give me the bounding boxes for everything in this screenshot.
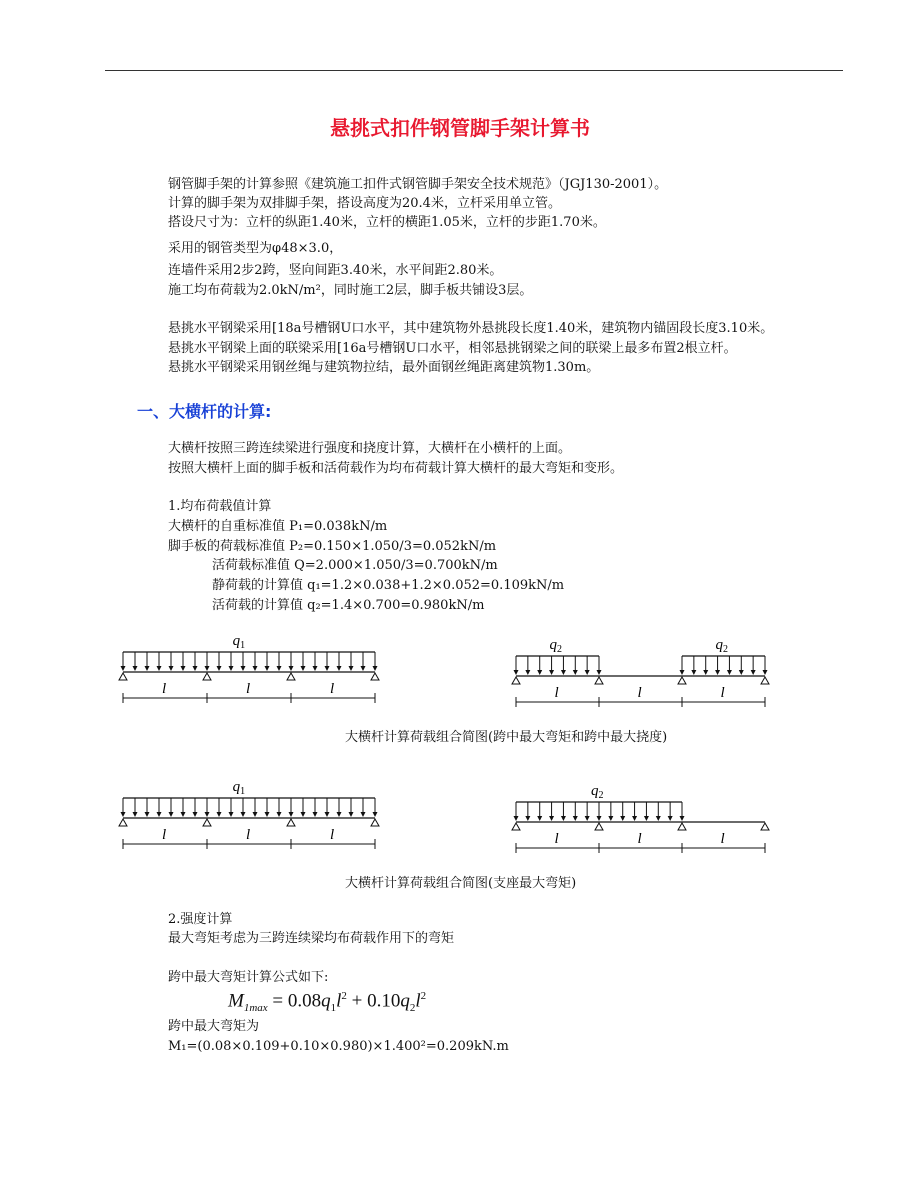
load-arrowhead xyxy=(349,812,354,817)
load-arrowhead xyxy=(193,666,198,671)
load-arrowhead xyxy=(181,666,186,671)
load-arrowhead xyxy=(656,816,661,821)
span-label: l xyxy=(554,831,559,847)
load-label: $q_1$ xyxy=(232,633,246,651)
load-arrowhead xyxy=(573,670,578,675)
strength-desc: 最大弯矩考虑为三跨连续梁均布荷载作用下的弯矩 xyxy=(168,931,455,946)
formula-q1: q xyxy=(321,990,331,1012)
load-arrowhead xyxy=(680,816,685,821)
support xyxy=(119,819,127,826)
load-arrowhead xyxy=(193,812,198,817)
load-arrowhead xyxy=(361,666,366,671)
load-arrowhead xyxy=(289,666,294,671)
load-arrowhead xyxy=(751,670,756,675)
load-arrowhead xyxy=(169,812,174,817)
load-arrowhead xyxy=(217,666,222,671)
load-arrowhead xyxy=(561,670,566,675)
load-line: 静荷载的计算值 q₁=1.2×0.038+1.2×0.052=0.109kN/m xyxy=(212,578,565,593)
load-arrowhead xyxy=(373,812,378,817)
formula-lhs-sub: 1max xyxy=(243,1002,268,1015)
support xyxy=(119,673,127,680)
support xyxy=(203,819,211,826)
load-arrowhead xyxy=(644,816,649,821)
support xyxy=(371,673,379,680)
support xyxy=(371,819,379,826)
load-arrowhead xyxy=(727,670,732,675)
load-arrowhead xyxy=(157,666,162,671)
formula-q1-sub: 1 xyxy=(330,1002,337,1015)
load-arrowhead xyxy=(549,816,554,821)
support xyxy=(595,823,603,830)
section-desc: 大横杆按照三跨连续梁进行强度和挠度计算，大横杆在小横杆的上面。 xyxy=(168,441,572,456)
load-arrowhead xyxy=(325,666,330,671)
load-arrowhead xyxy=(349,666,354,671)
load-arrowhead xyxy=(632,816,637,821)
load-arrowhead xyxy=(537,670,542,675)
load-arrowhead xyxy=(691,670,696,675)
span-label: l xyxy=(162,827,167,843)
support xyxy=(761,823,769,830)
load-arrowhead xyxy=(121,812,126,817)
support xyxy=(761,677,769,684)
load-arrowhead xyxy=(133,666,138,671)
support xyxy=(512,677,520,684)
load-arrowhead xyxy=(229,666,234,671)
load-arrowhead xyxy=(739,670,744,675)
load-line: 活荷载的计算值 q₂=1.4×0.700=0.980kN/m xyxy=(212,598,485,613)
intro-line: 钢管脚手架的计算参照《建筑施工扣件式钢管脚手架安全技术规范》（JGJ130-2001）。 xyxy=(168,177,668,192)
load-arrowhead xyxy=(265,666,270,671)
span-label: l xyxy=(246,681,251,697)
load-arrowhead xyxy=(253,812,258,817)
load-arrowhead xyxy=(217,812,222,817)
load-arrowhead xyxy=(157,812,162,817)
formula-plus: + 0.10 xyxy=(346,990,401,1012)
support xyxy=(678,677,686,684)
span-label: l xyxy=(637,831,642,847)
formula-exp: 2 xyxy=(341,990,347,1002)
load-arrowhead xyxy=(608,816,613,821)
load-arrowhead xyxy=(585,816,590,821)
load-label: $q_2$ xyxy=(715,637,728,655)
load-arrowhead xyxy=(181,812,186,817)
support xyxy=(203,673,211,680)
load-arrowhead xyxy=(597,670,602,675)
load-arrowhead xyxy=(337,666,342,671)
load-arrowhead xyxy=(325,812,330,817)
load-line: 大横杆的自重标准值 P₁=0.038kN/m xyxy=(168,519,388,534)
load-line: 活荷载标准值 Q=2.000×1.050/3=0.700kN/m xyxy=(212,558,498,573)
load-arrowhead xyxy=(205,812,210,817)
support xyxy=(678,823,686,830)
load-arrowhead xyxy=(169,666,174,671)
load-arrowhead xyxy=(253,666,258,671)
load-arrowhead xyxy=(265,812,270,817)
load-arrowhead xyxy=(525,816,530,821)
load-arrowhead xyxy=(585,670,590,675)
formula-intro: 跨中最大弯矩计算公式如下: xyxy=(168,970,329,985)
diagram-caption: 大横杆计算荷载组合简图(支座最大弯矩) xyxy=(345,876,577,891)
load-label: $q_1$ xyxy=(232,779,246,797)
span-label: l xyxy=(330,681,335,697)
intro-line: 连墙件采用2步2跨，竖向间距3.40米，水平间距2.80米。 xyxy=(168,263,503,278)
load-arrowhead xyxy=(241,666,246,671)
load-arrowhead xyxy=(549,670,554,675)
load-arrowhead xyxy=(763,670,768,675)
load-arrowhead xyxy=(205,666,210,671)
span-label: l xyxy=(720,685,725,701)
intro-line: 计算的脚手架为双排脚手架，搭设高度为20.4米，立杆采用单立管。 xyxy=(168,196,561,211)
span-label: l xyxy=(330,827,335,843)
support xyxy=(287,673,295,680)
load-arrowhead xyxy=(337,812,342,817)
load-arrowhead xyxy=(373,666,378,671)
formula-lhs: M xyxy=(228,990,244,1012)
load-arrowhead xyxy=(277,812,282,817)
load-arrowhead xyxy=(597,816,602,821)
load-arrowhead xyxy=(301,812,306,817)
beam-info-line: 悬挑水平钢梁采用钢丝绳与建筑物拉结，最外面钢丝绳距离建筑物1.30m。 xyxy=(168,360,600,375)
intro-line: 采用的钢管类型为φ48×3.0， xyxy=(168,241,343,256)
section-desc: 按照大横杆上面的脚手板和活荷载作为均布荷载计算大横杆的最大弯矩和变形。 xyxy=(168,461,624,476)
load-arrowhead xyxy=(361,812,366,817)
load-arrowhead xyxy=(145,666,150,671)
beam-info-line: 悬挑水平钢梁上面的联梁采用[16a号槽钢U口水平，相邻悬挑钢梁之间的联梁上最多布置2根立杆。 xyxy=(168,341,737,356)
load-arrowhead xyxy=(715,670,720,675)
span-label: l xyxy=(637,685,642,701)
formula-exp: 2 xyxy=(420,990,427,1002)
load-arrowhead xyxy=(277,666,282,671)
load-arrowhead xyxy=(313,666,318,671)
load-arrowhead xyxy=(229,812,234,817)
strength-title: 2.强度计算 xyxy=(168,912,233,927)
support xyxy=(512,823,520,830)
formula-eq: = 0.08 xyxy=(267,990,322,1012)
load-arrowhead xyxy=(514,670,519,675)
load-arrowhead xyxy=(525,670,530,675)
span-label: l xyxy=(720,831,725,847)
formula-l1: l xyxy=(336,990,342,1012)
load-arrowhead xyxy=(289,812,294,817)
load-label: $q_2$ xyxy=(591,783,604,801)
diagram-caption: 大横杆计算荷载组合简图(跨中最大弯矩和跨中最大挠度) xyxy=(345,730,668,745)
span-label: l xyxy=(162,681,167,697)
load-arrowhead xyxy=(668,816,673,821)
formula-l2: l xyxy=(415,990,421,1012)
page-title: 悬挑式扣件钢管脚手架计算书 xyxy=(330,116,590,140)
result-label: 跨中最大弯矩为 xyxy=(168,1019,260,1034)
load-arrowhead xyxy=(121,666,126,671)
load-title: 1.均布荷载值计算 xyxy=(168,499,272,514)
load-arrowhead xyxy=(145,812,150,817)
section-heading: 一、大横杆的计算: xyxy=(137,402,272,421)
formula-q2: q xyxy=(400,990,410,1012)
span-label: l xyxy=(554,685,559,701)
moment-formula xyxy=(228,990,426,1014)
load-arrowhead xyxy=(703,670,708,675)
support xyxy=(595,677,603,684)
load-arrowhead xyxy=(241,812,246,817)
intro-line: 施工均布荷载为2.0kN/m²，同时施工2层，脚手板共铺设3层。 xyxy=(168,283,533,298)
formula-q2-sub: 2 xyxy=(409,1002,416,1015)
span-label: l xyxy=(246,827,251,843)
load-arrowhead xyxy=(561,816,566,821)
load-arrowhead xyxy=(301,666,306,671)
support xyxy=(287,819,295,826)
load-arrowhead xyxy=(680,670,685,675)
load-line: 脚手板的荷载标准值 P₂=0.150×1.050/3=0.052kN/m xyxy=(168,539,497,554)
beam-info-line: 悬挑水平钢梁采用[18a号槽钢U口水平，其中建筑物外悬挑段长度1.40米，建筑物内锚固段长度3.10米。 xyxy=(168,321,774,336)
load-label: $q_2$ xyxy=(549,637,562,655)
load-arrowhead xyxy=(620,816,625,821)
load-arrowhead xyxy=(313,812,318,817)
intro-line: 搭设尺寸为：立杆的纵距1.40米，立杆的横距1.05米，立杆的步距1.70米。 xyxy=(168,215,606,230)
load-arrowhead xyxy=(514,816,519,821)
load-arrowhead xyxy=(537,816,542,821)
result-value: M₁=(0.08×0.109+0.10×0.980)×1.400²=0.209kN.m xyxy=(168,1039,509,1054)
load-arrowhead xyxy=(573,816,578,821)
load-arrowhead xyxy=(133,812,138,817)
